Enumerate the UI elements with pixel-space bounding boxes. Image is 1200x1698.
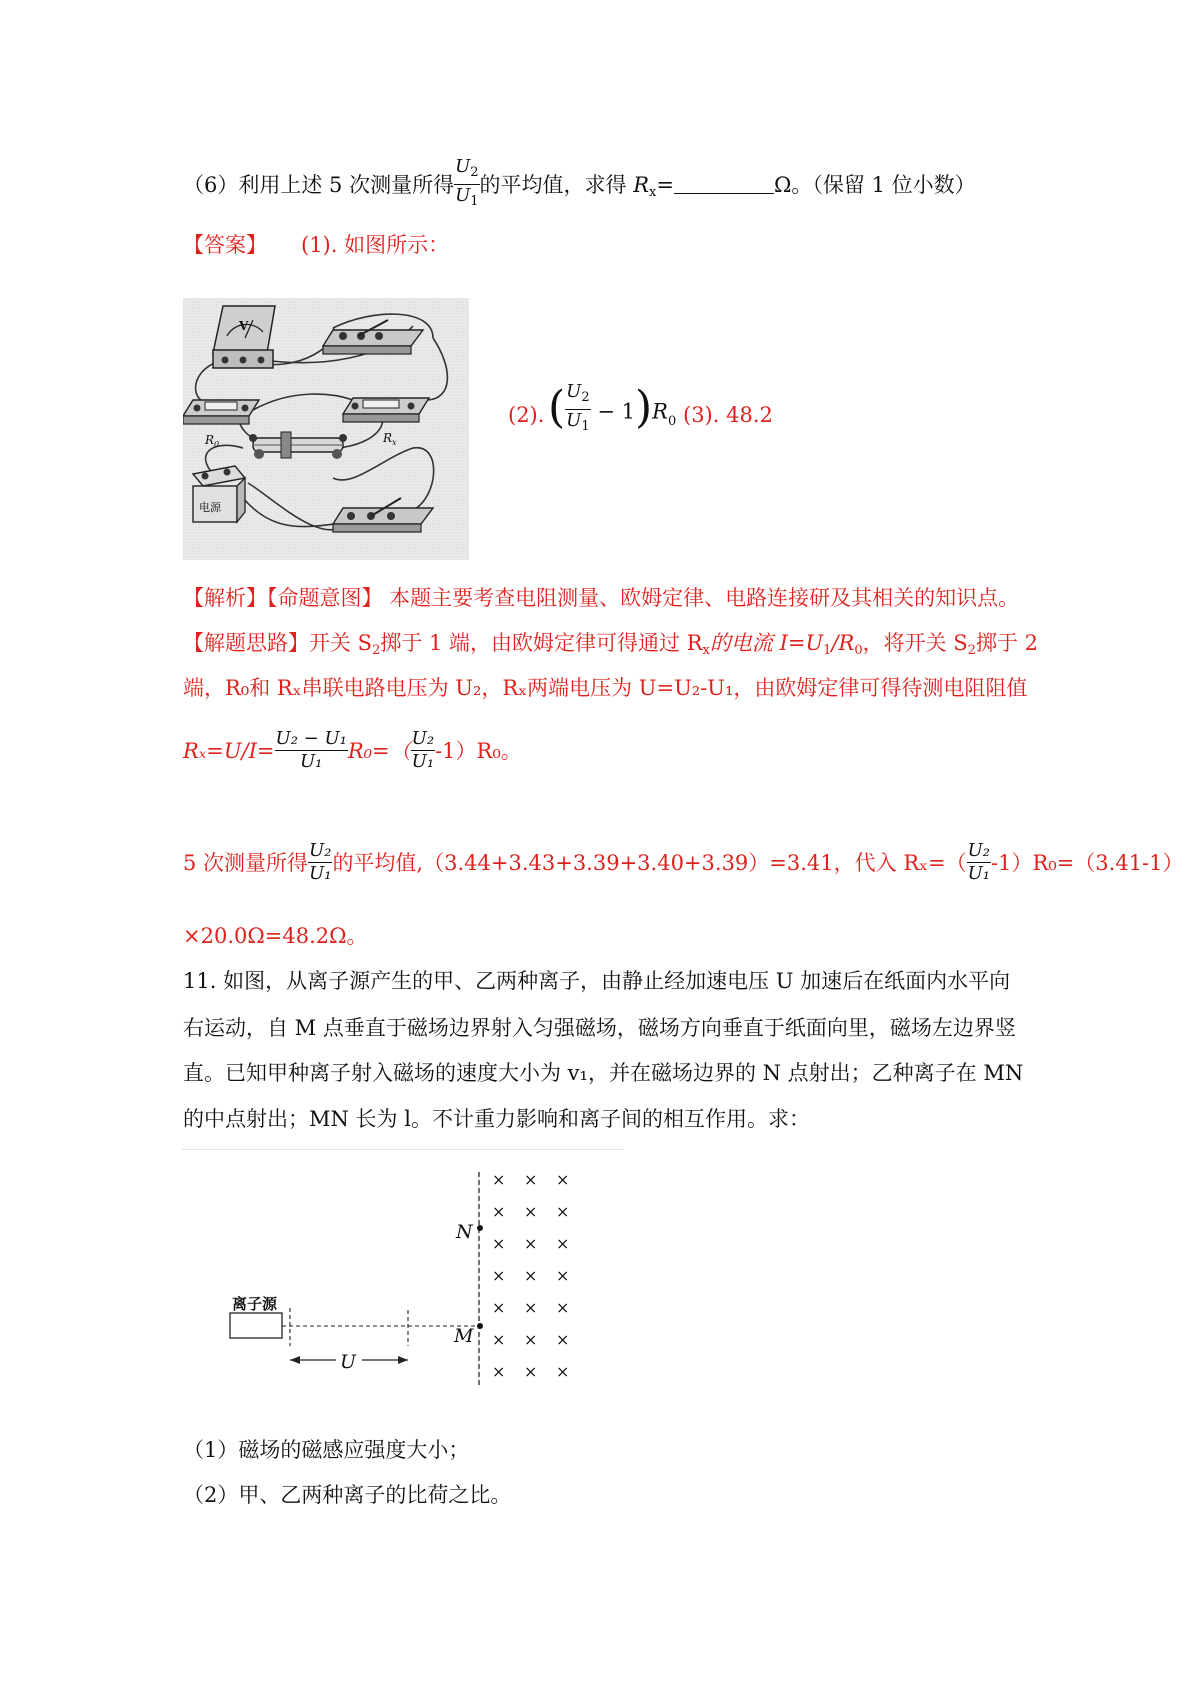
answer-line (183, 230, 449, 260)
svg-text:×: × (524, 1234, 538, 1253)
circuit-photo (183, 298, 469, 560)
q11-line-1: 11. 如图，从离子源产生的甲、乙两种离子，由静止经加速电压 U 加速后在纸面内水平向 (183, 969, 1011, 993)
answer-items-2-3 (508, 400, 544, 430)
answer-item-1: (1). 如图所示： (301, 233, 450, 257)
circuit-illustration (183, 298, 469, 560)
ion-source-box (230, 1313, 282, 1338)
svg-text:×: × (556, 1330, 570, 1349)
svg-text:离子源: 离子源 (232, 1295, 278, 1313)
svg-text:×: × (492, 1202, 506, 1221)
svg-text:×: × (524, 1330, 538, 1349)
analysis-line-2: 【解题思路】开关 $S_2$掷于 1 端，由欧姆定律可得通过 $R_x$的电流 $I=U_1/R_0$，将开关 $S_2$掷于 2 (183, 631, 1038, 658)
answer-item-3: (3). 48.2 (683, 403, 773, 427)
answer-item-2-formula: ( $\frac{U_2}{U_1}$ − $1)R_0$ (548, 381, 677, 434)
svg-text:电源: 电源 (199, 501, 221, 514)
analysis-line-5: 5 次测量所得 $\frac{\text{U₂}}{\text{U₁}}$ 的平均值,（3.44+3.43+3.39+3.40+3.39）=3.41，代入 Rₓ=（ $\frac{\text{U₂}}{\text{U₁}}$ -1）R₀=（3.41-1） (183, 840, 1184, 884)
svg-text:U: U (340, 1351, 357, 1373)
svg-text:V: V (239, 319, 249, 333)
svg-text:×: × (556, 1234, 570, 1253)
q6-text-mid: 的平均值，求得 (479, 173, 634, 197)
svg-text:×: × (524, 1202, 538, 1221)
analysis-line-1: 【解析】【命题意图】 本题主要考查电阻测量、欧姆定律、电路连接研及其相关的知识点。 (183, 586, 1020, 610)
q6-text-post: Ω。（保留 1 位小数） (773, 173, 976, 197)
ion-diagram (200, 1160, 620, 1400)
answer-blank (674, 173, 774, 194)
dotted-divider (183, 1149, 623, 1150)
answer-item-2-label: (2). (508, 403, 545, 427)
svg-text:×: × (492, 1170, 506, 1189)
power-supply-icon (193, 466, 245, 522)
svg-text:×: × (524, 1362, 538, 1381)
svg-text:R0: $R_0$ (205, 433, 220, 449)
q6-text-pre: （6）利用上述 5 次测量所得 (183, 173, 455, 197)
svg-text:×: × (556, 1362, 570, 1381)
q11-line-4: 的中点射出；MN 长为 l。不计重力影响和离子间的相互作用。求： (183, 1107, 810, 1131)
field-marks (492, 1170, 569, 1381)
svg-text:×: × (524, 1266, 538, 1285)
svg-text:×: × (556, 1202, 570, 1221)
svg-text:×: × (492, 1298, 506, 1317)
svg-text:×: × (492, 1330, 506, 1349)
q11-line-2: 右运动，自 M 点垂直于磁场边界射入匀强磁场，磁场方向垂直于纸面向里，磁场左边界竖 (183, 1016, 1016, 1040)
svg-text:N: N (456, 1221, 473, 1243)
svg-text:×: × (524, 1170, 538, 1189)
q6-line: （6）利用上述 5 次测量所得 $\frac{U_2}{U_1}$ 的平均值，求得 $R_x= \Omega$。（保留 1 位小数） (183, 158, 976, 215)
analysis-line-3: 端，R₀和 Rₓ串联电路电压为 U₂，Rₓ两端电压为 U=U₂-U₁，由欧姆定律可得待测电阻阻值 (183, 676, 1028, 700)
svg-text:×: × (524, 1298, 538, 1317)
svg-text:×: × (492, 1234, 506, 1253)
analysis-line-6: ×20.0Ω=48.2Ω。 (183, 924, 368, 948)
q6-fraction: $\frac{U_2}{U_1}$ (455, 156, 479, 209)
svg-text:×: × (492, 1266, 506, 1285)
q11-sub-1: （1）磁场的磁感应强度大小； (183, 1438, 470, 1462)
svg-text:×: × (556, 1170, 570, 1189)
answer-tag: 【答案】 (183, 233, 267, 257)
q11-line-3: 直。已知甲种离子射入磁场的速度大小为 v₁，并在磁场边界的 N 点射出；乙种离子在 MN (183, 1061, 1024, 1085)
svg-text:M: M (454, 1325, 474, 1347)
svg-text:Rx: $R_x$ (383, 431, 397, 447)
svg-text:×: × (492, 1362, 506, 1381)
analysis-line-4: Rₓ=U/I= $\frac{\text{U₂ − U₁}}{\text{U₁}}$ R₀=（ $\frac{\text{U₂}}{\text{U₁}}$ -1）R₀。 (183, 728, 522, 772)
magnetic-field-diagram (200, 1160, 620, 1400)
svg-text:×: × (556, 1298, 570, 1317)
q11-sub-2: （2）甲、乙两种离子的比荷之比。 (183, 1483, 512, 1507)
voltmeter-icon (213, 306, 275, 368)
svg-text:×: × (556, 1266, 570, 1285)
